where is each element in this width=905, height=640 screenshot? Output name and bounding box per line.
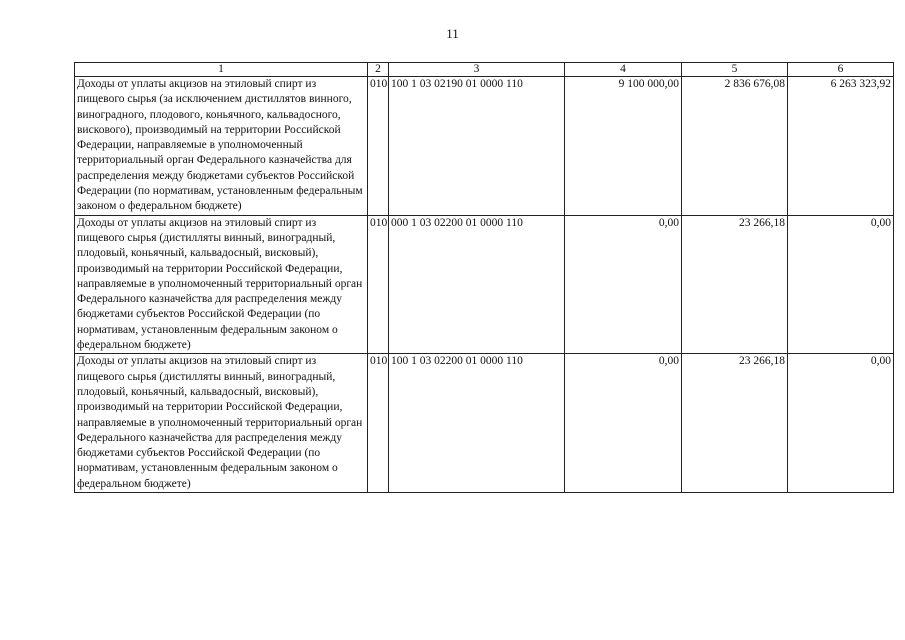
- header-cell-6: 6: [788, 63, 894, 77]
- row-value-col5: 23 266,18: [682, 354, 788, 493]
- row-value-col6: 6 263 323,92: [788, 77, 894, 216]
- row-value-col4: 0,00: [565, 215, 682, 354]
- header-row: [75, 63, 894, 77]
- row-description: Доходы от уплаты акцизов на этиловый спирт из пищевого сырья (дистилляты винный, виноградный, плодовый, коньячный, кальвадосный, висковый), производимый на территории Российской Федерации, направляемые в уполномоченный территориальный орган Федерального казначейства для распределения между бюджетами субъектов Российской Федерации (по нормативам, установленным федеральным законом о федеральном бюджете): [75, 215, 368, 354]
- header-cell-4: 4: [565, 63, 682, 77]
- row-admin-code: 010: [368, 215, 389, 354]
- header-cell-3: 3: [389, 63, 565, 77]
- table-row: [75, 77, 894, 216]
- page-number: 11: [446, 26, 459, 41]
- table-row: [75, 354, 894, 493]
- row-value-col5: 2 836 676,08: [682, 77, 788, 216]
- row-description: Доходы от уплаты акцизов на этиловый спирт из пищевого сырья (за исключением дистиллятов винного, виноградного, плодового, коньячного, кальвадосного, вискового), производимый на территории Российской Федерации, направляемые в уполномоченный территориальный орган Федерального казначейства для распределения между бюджетами субъектов Российской Федерации (по нормативам, установленным федеральным законом о федеральном бюджете): [75, 77, 368, 216]
- row-value-col6: 0,00: [788, 354, 894, 493]
- row-budget-code: 000 1 03 02200 01 0000 110: [389, 215, 565, 354]
- table-row: [75, 215, 894, 354]
- row-value-col5: 23 266,18: [682, 215, 788, 354]
- row-admin-code: 010: [368, 354, 389, 493]
- header-cell-2: 2: [368, 63, 389, 77]
- row-value-col4: 0,00: [565, 354, 682, 493]
- header-cell-1: 1: [75, 63, 368, 77]
- row-budget-code: 100 1 03 02190 01 0000 110: [389, 77, 565, 216]
- row-value-col6: 0,00: [788, 215, 894, 354]
- row-description: Доходы от уплаты акцизов на этиловый спирт из пищевого сырья (дистилляты винный, виноградный, плодовый, коньячный, кальвадосный, висковый), производимый на территории Российской Федерации, направляемые в уполномоченный территориальный орган Федерального казначейства для распределения между бюджетами субъектов Российской Федерации (по нормативам, установленным федеральным законом о федеральном бюджете): [75, 354, 368, 493]
- row-value-col4: 9 100 000,00: [565, 77, 682, 216]
- row-budget-code: 100 1 03 02200 01 0000 110: [389, 354, 565, 493]
- revenue-table: [74, 62, 894, 493]
- row-admin-code: 010: [368, 77, 389, 216]
- header-cell-5: 5: [682, 63, 788, 77]
